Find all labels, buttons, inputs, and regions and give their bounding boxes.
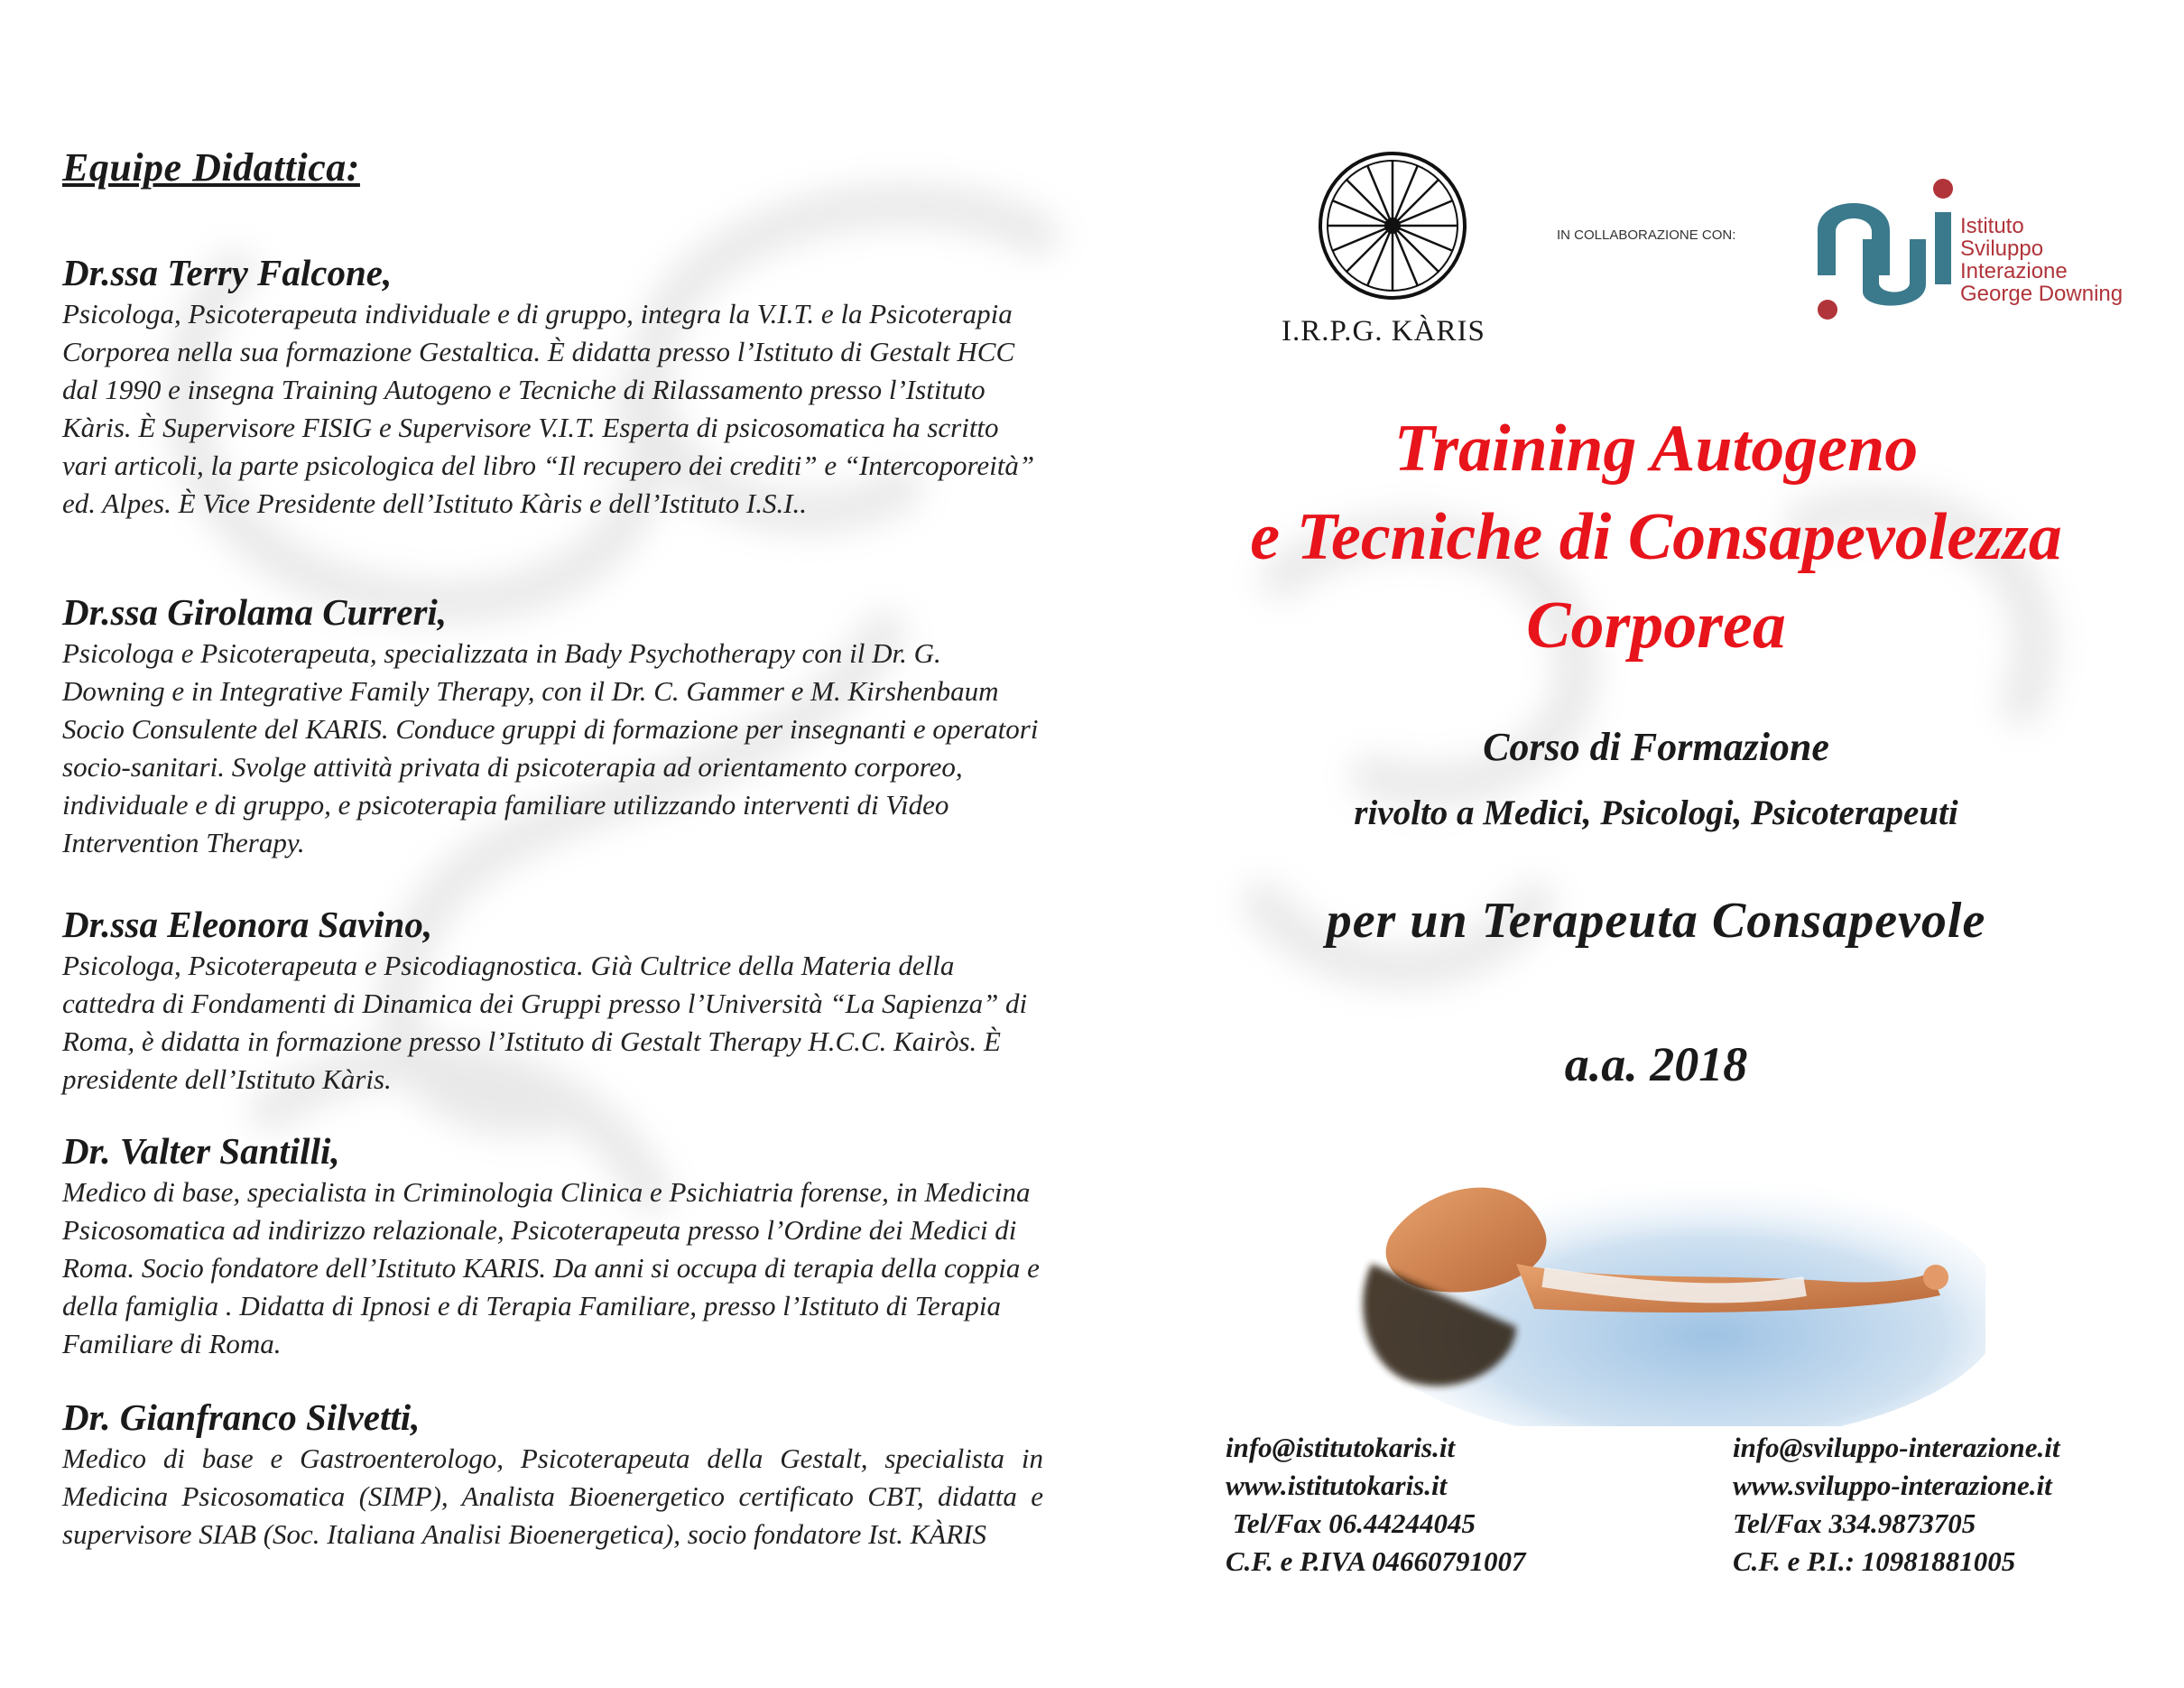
faculty-member [62,1128,1043,1363]
isi-phone: Tel/Fax 334.9873705 [1733,1507,1976,1539]
karis-website[interactable]: www.istitutokaris.it [1226,1470,1448,1501]
karis-phone: Tel/Fax 06.44244045 [1226,1507,1476,1539]
isi-contacts [1733,1429,2060,1581]
member-name: Dr. Gianfranco Silvetti, [62,1396,421,1438]
isi-website[interactable]: www.sviluppo-interazione.it [1733,1470,2052,1501]
member-bio: Psicologa, Psicoterapeuta individuale e di gruppo, integra la V.I.T. e la Psicoterapia Corporea nella sua formazione Gestaltica. È didatta presso l’Istituto di Gestalt HCC dal 1990 e insegna Training Autogeno e Tecniche di Rilassamento presso l’Istituto Kàris. È Supervisore FISIG e Supervisore V.I.T. Esperta di psicosomatica ha scritto vari articoli, la parte psicologica del libro “Il recupero dei crediti” e “Intercoporeità” ed. Alpes. È Vice Presidente dell’Istituto Kàris e dell’Istituto I.S.I.. [62,298,1035,519]
isi-email[interactable]: info@sviluppo-interazione.it [1733,1432,2060,1463]
title-line: e Tecniche di Consapevolezza [1250,500,2062,574]
target-audience: rivolto a Medici, Psicologi, Psicoterapeuti [1354,793,1958,832]
member-bio: Medico di base e Gastroenterologo, Psicoterapeuta della Gestalt, specialista in Medicina Psicosomatica (SIMP), Analista Bioenergetico certificato CBT, didatta e supervisore SIAB (Soc. Italiana Analisi Bioenergetica), socio fondatore Ist. KÀRIS [62,1442,1043,1550]
karis-tax-code: C.F. e P.IVA 04660791007 [1226,1545,1526,1577]
member-bio: Psicologa, Psicoterapeuta e Psicodiagnostica. Già Cultrice della Materia della cattedra di Fondamenti di Dinamica dei Gruppi presso l’Università “La Sapienza” di Roma, è didatta in formazione presso l’Istituto di Gestalt Therapy H.C.C. Kairòs. È presidente dell’Istituto Kàris. [62,950,1028,1095]
isi-line: George Downing [1960,282,2124,306]
course-type: Corso di Formazione [1483,725,1829,769]
faculty-member [62,902,1043,1099]
faculty-member [62,250,1043,523]
isi-logo-text [1960,215,2123,305]
collaboration-label: IN COLLABORAZIONE CON: [1557,227,1736,243]
course-title [1191,404,2121,670]
faculty-member [62,589,1043,862]
karis-wheel-logo [1315,148,1470,303]
isi-tax-code: C.F. e P.I.: 10981881005 [1733,1545,2016,1577]
member-bio: Medico di base, specialista in Criminologia Clinica e Psichiatria forense, in Medicina Psicosomatica ad indirizzo relazionale, Psicoterapeuta presso l’Ordine dei Medici di Roma. Socio fondatore dell’Istituto KARIS. Da anni si occupa di terapia della coppia e della famiglia . Didatta di Ipnosi e di Terapia Familiare, presso l’Istituto di Terapia Familiare di Roma. [62,1176,1040,1359]
karis-email[interactable]: info@istitutokaris.it [1226,1432,1456,1463]
academic-year: a.a. 2018 [1564,1037,1748,1091]
isi-line: Istituto [1960,214,2024,238]
isi-line: Interazione [1960,259,2068,283]
member-name: Dr.ssa Terry Falcone, [62,252,393,293]
relaxation-photo [1336,1128,1985,1426]
title-line: Corporea [1526,589,1786,663]
karis-contacts [1226,1429,1525,1581]
faculty-heading: Equipe Didattica: [62,145,360,190]
isi-line: Sviluppo [1960,237,2044,261]
faculty-panel [62,144,1043,1550]
faculty-member [62,1395,1043,1554]
karis-label: I.R.P.G. KÀRIS [1282,315,1485,348]
member-name: Dr.ssa Girolama Curreri, [62,591,448,633]
title-line: Training Autogeno [1393,412,1919,486]
member-name: Dr.ssa Eleonora Savino, [62,904,433,945]
member-name: Dr. Valter Santilli, [62,1130,340,1172]
slogan: per un Terapeuta Consapevole [1326,893,1986,949]
member-bio: Psicologa e Psicoterapeuta, specializzata in Bady Psychotherapy con il Dr. G. Downing e in Integrative Family Therapy, con il Dr. C. Gammer e M. Kirshenbaum Socio Consulente del KARIS. Conduce gruppi di formazione per insegnanti e operatori socio-sanitari. Svolge attività privata di psicoterapia ad orientamento corporeo, individuale e di gruppo, e psicoterapia familiare utilizzando interventi di Video Intervention Therapy. [62,637,1039,858]
